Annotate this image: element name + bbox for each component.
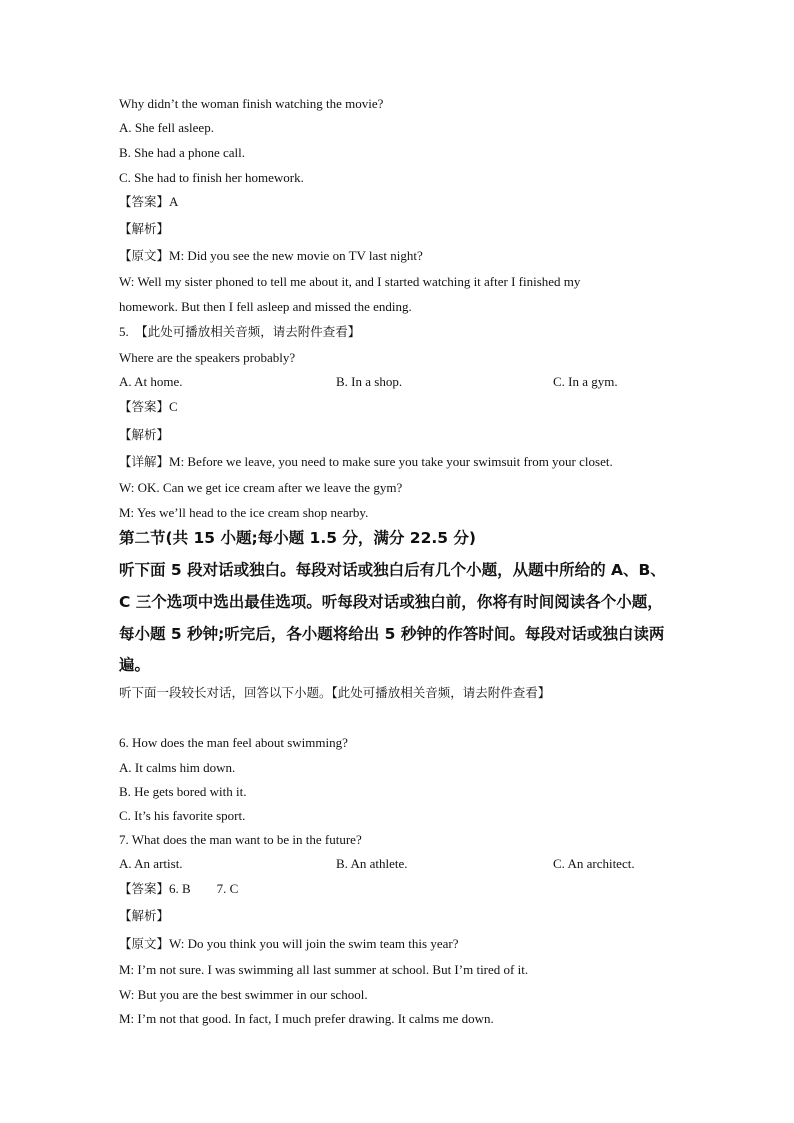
q5-option-a: A. At home. xyxy=(119,374,183,389)
q7-option-b: B. An athlete. xyxy=(336,856,408,871)
section2-sub-intro: 听下面一段较长对话，回答以下小题。【此处可播放相关音频，请去附件查看】 xyxy=(119,685,551,700)
q6-option-c: C. It’s his favorite sport. xyxy=(119,808,246,823)
q67-analysis xyxy=(119,908,169,924)
q5-option-b: B. In a shop. xyxy=(336,374,403,389)
q5-number: 5. xyxy=(119,324,129,339)
q6-option-a: A. It calms him down. xyxy=(119,760,236,775)
q5-header xyxy=(119,324,360,340)
q7-option-c: C. An architect. xyxy=(553,856,635,871)
q4-option-a: A. She fell asleep. xyxy=(119,120,214,135)
q4-option-b: B. She had a phone call. xyxy=(119,145,245,160)
q5-analysis xyxy=(119,427,169,443)
q4-analysis xyxy=(119,221,169,237)
q5-detail-line1: 【详解】M: Before we leave, you need to make sure you take your swimsuit from your closet. xyxy=(119,454,613,469)
q5-question: Where are the speakers probably? xyxy=(119,350,296,365)
q5-option-c: C. In a gym. xyxy=(553,374,618,389)
q4-answer xyxy=(119,194,178,210)
q67-transcript-line3: W: But you are the best swimmer in our school. xyxy=(119,987,368,1002)
analysis-tag: 【解析】 xyxy=(119,221,170,236)
answer-value: A xyxy=(169,194,179,209)
q67-transcript-line1: 【原文】W: Do you think you will join the swim team this year? xyxy=(119,936,459,951)
section2-instruction-line2: C 三个选项中选出最佳选项。听每段对话或独白前，你将有时间阅读各个小题， xyxy=(119,593,663,611)
answer-tag: 【答案】 xyxy=(119,194,170,209)
transcript-tag: 【原文】 xyxy=(119,936,170,951)
analysis-tag: 【解析】 xyxy=(119,427,170,442)
q5-answer xyxy=(119,399,178,415)
q6-option-b: B. He gets bored with it. xyxy=(119,784,247,799)
q4-transcript-line2: W: Well my sister phoned to tell me about it, and I started watching it after I finished my xyxy=(119,274,581,289)
answer-values: 6. B 7. C xyxy=(169,881,239,896)
q6-question: 6. How does the man feel about swimming? xyxy=(119,735,348,750)
q67-transcript-line2: M: I’m not sure. I was swimming all last summer at school. But I’m tired of it. xyxy=(119,962,529,977)
answer-tag: 【答案】 xyxy=(119,399,170,414)
q4-transcript-line1: 【原文】M: Did you see the new movie on TV last night? xyxy=(119,248,423,263)
q4-transcript-line3: homework. But then I fell asleep and missed the ending. xyxy=(119,299,412,314)
q5-detail-line2: W: OK. Can we get ice cream after we leave the gym? xyxy=(119,480,403,495)
q7-question: 7. What does the man want to be in the future? xyxy=(119,832,362,847)
section2-instruction-line3: 每小题 5 秒钟;听完后，各小题将给出 5 秒钟的作答时间。每段对话或独白读两 xyxy=(119,625,665,643)
transcript-tag: 【原文】 xyxy=(119,248,170,263)
section2-instruction-line1: 听下面 5 段对话或独白。每段对话或独白后有几个小题，从题中所给的 A、B、 xyxy=(119,561,666,579)
analysis-tag: 【解析】 xyxy=(119,908,170,923)
q7-option-a: A. An artist. xyxy=(119,856,183,871)
section2-instruction-line4: 遍。 xyxy=(119,656,151,674)
q4-question: Why didn’t the woman finish watching the movie? xyxy=(119,96,384,111)
answer-tag: 【答案】 xyxy=(119,881,170,896)
answer-value: C xyxy=(169,399,178,414)
detail-tag: 【详解】 xyxy=(119,454,170,469)
q67-transcript-line4: M: I’m not that good. In fact, I much prefer drawing. It calms me down. xyxy=(119,1011,494,1026)
q5-detail-line3: M: Yes we’ll head to the ice cream shop nearby. xyxy=(119,505,369,520)
section2-heading: 第二节(共 15 小题;每小题 1.5 分，满分 22.5 分) xyxy=(119,529,477,547)
q5-audio-note: 【此处可播放相关音频，请去附件查看】 xyxy=(135,324,361,339)
q67-answer xyxy=(119,881,238,897)
q4-option-c: C. She had to finish her homework. xyxy=(119,170,304,185)
